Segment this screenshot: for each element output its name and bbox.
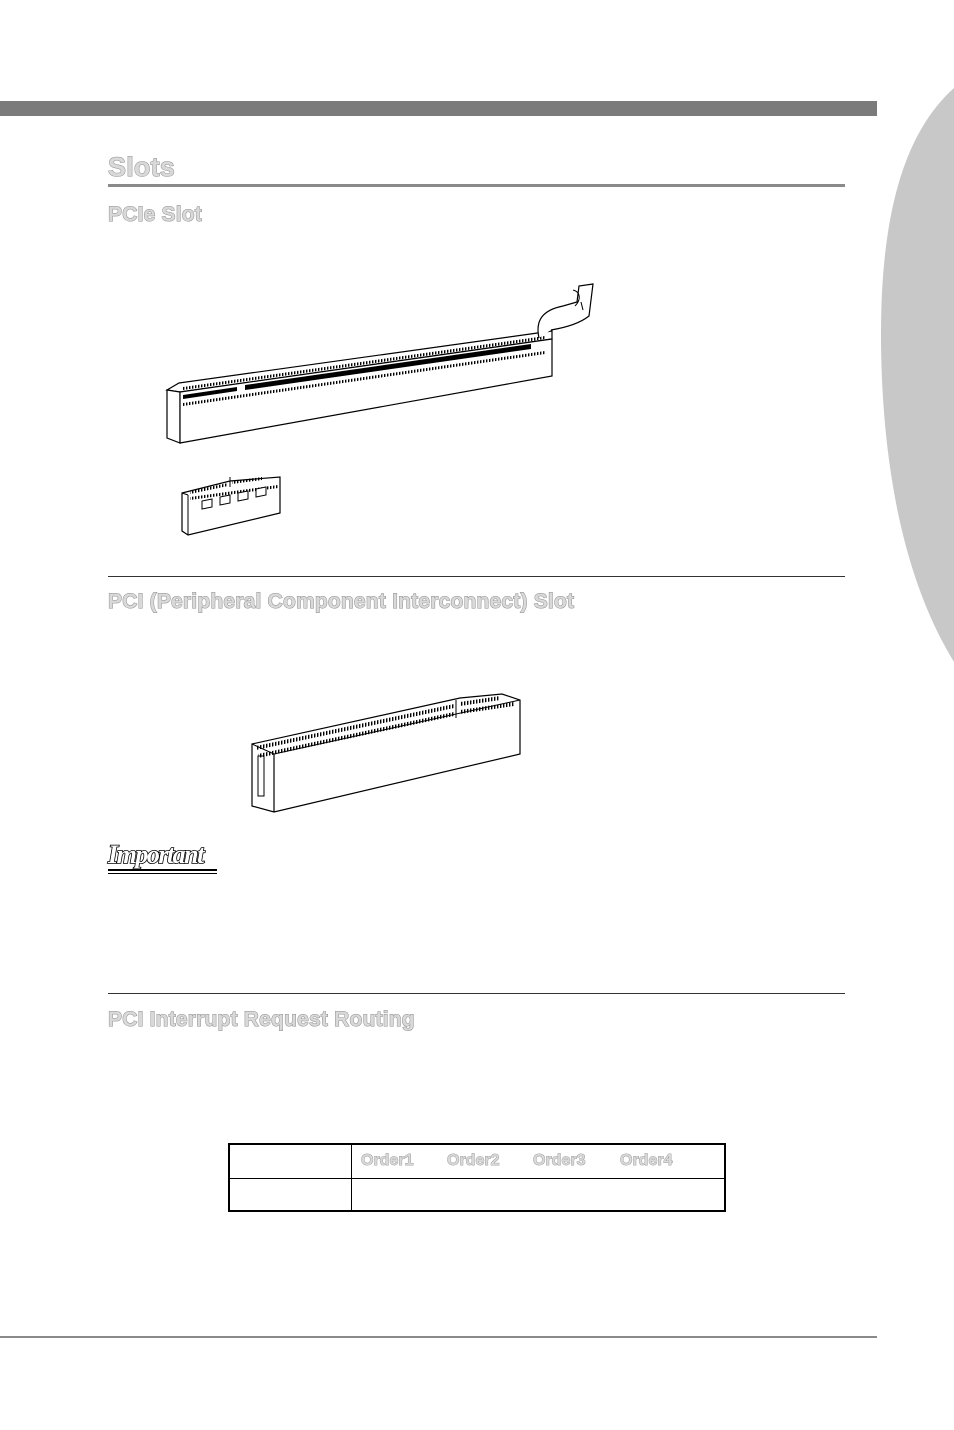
important-label: Important xyxy=(108,840,203,869)
important-underline xyxy=(108,869,217,874)
irq-routing-table xyxy=(228,1143,726,1212)
pcie-x16-slot-illustration xyxy=(165,280,605,448)
divider xyxy=(108,576,845,577)
pci-slot-heading: PCI (Peripheral Component Interconnect) Slot xyxy=(108,590,575,613)
pcie-slot-heading: PCIe Slot xyxy=(108,203,202,226)
divider xyxy=(108,993,845,994)
section-title-rule xyxy=(108,184,845,187)
table-header-row xyxy=(230,1145,724,1179)
table-header-cell: Order4 xyxy=(620,1152,673,1169)
footer-rule xyxy=(0,1336,877,1338)
table-column-divider xyxy=(351,1145,352,1210)
table-header-cell: Order3 xyxy=(533,1152,586,1169)
table-row xyxy=(230,1179,724,1210)
section-title: Slots xyxy=(108,152,176,182)
pci-slot-illustration xyxy=(248,688,526,814)
irq-routing-heading: PCI Interrupt Request Routing xyxy=(108,1008,415,1031)
header-bar xyxy=(0,101,877,116)
table-header-cell: Order1 xyxy=(361,1152,414,1169)
chapter-side-tab xyxy=(876,80,954,670)
pcie-x1-slot-illustration xyxy=(180,473,284,537)
table-header-cell: Order2 xyxy=(447,1152,500,1169)
